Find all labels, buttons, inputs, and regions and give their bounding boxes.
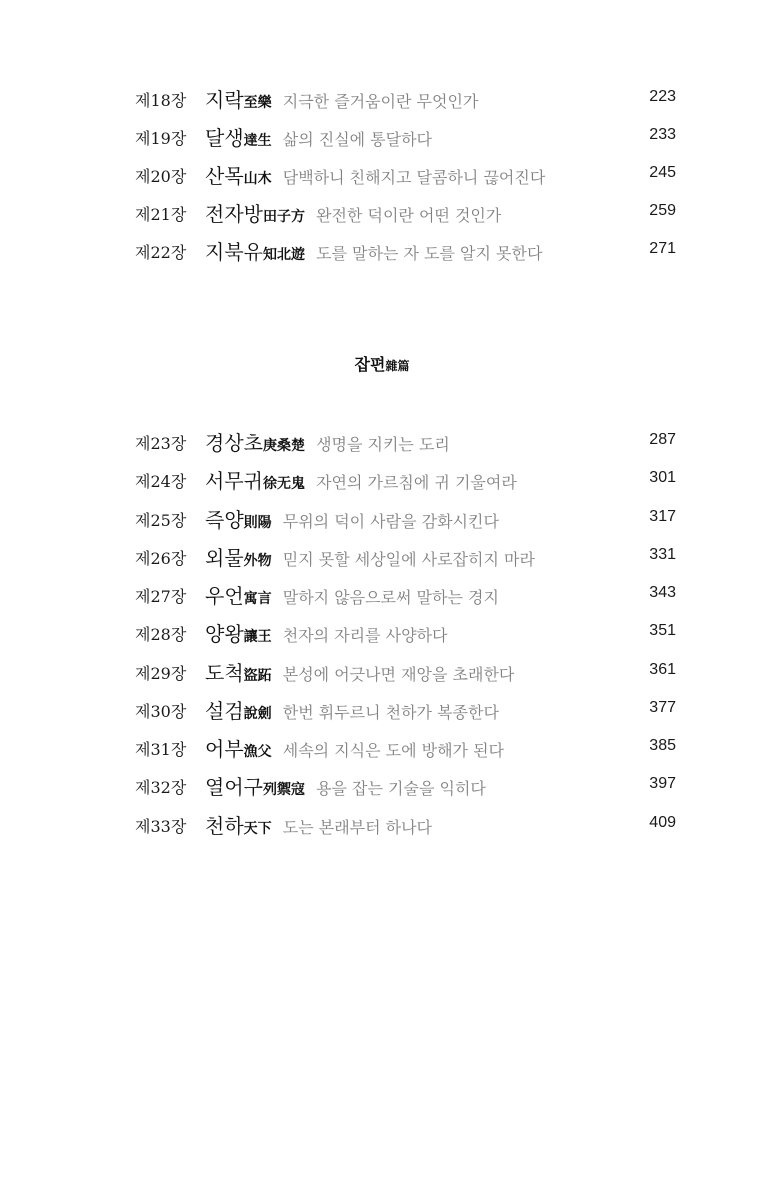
chapter-title [205,427,450,456]
page-number: 397 [649,775,676,792]
page-number: 287 [649,431,676,448]
chapter-title-hanja: 至樂 [243,95,272,111]
page-number: 385 [649,737,676,754]
page-number: 245 [649,164,676,181]
chapter-subtitle: 세속의 지식은 도에 방해가 된다 [282,741,505,760]
page-number: 259 [649,202,676,219]
page-number: 351 [649,622,676,639]
chapter-title-korean: 달생 [205,126,244,150]
toc-entry [0,771,764,801]
chapter-title-korean: 지락 [205,88,244,112]
chapter-title-hanja: 外物 [243,553,272,569]
chapter-title-korean: 도척 [205,661,244,685]
chapter-title-korean: 전자방 [205,202,263,226]
chapter-title-korean: 외물 [205,546,244,570]
chapter-number: 제24장 [135,472,187,491]
chapter-subtitle: 용을 잡는 기술을 익히다 [316,779,486,798]
chapter-title [205,504,499,533]
chapter-subtitle: 천자의 자리를 사양하다 [282,626,448,645]
chapter-title-korean: 양왕 [205,622,244,646]
toc-entry [0,733,764,763]
chapter-title-hanja: 達生 [243,133,272,149]
chapter-number: 제20장 [135,167,187,186]
chapter-title-hanja: 盜跖 [243,668,272,684]
chapter-subtitle: 생명을 지키는 도리 [316,435,450,454]
chapter-number: 제28장 [135,625,187,644]
chapter-title [205,198,501,227]
toc-entry [0,465,764,495]
chapter-number: 제32장 [135,778,187,797]
toc-entry [0,84,764,114]
page-number: 223 [649,88,676,105]
chapter-title [205,580,499,609]
chapter-title-hanja: 說劍 [243,706,272,722]
chapter-title-hanja: 田子方 [262,209,305,225]
chapter-title-korean: 설검 [205,699,244,723]
chapter-subtitle: 자연의 가르침에 귀 기울여라 [316,473,517,492]
chapter-subtitle: 믿지 못할 세상일에 사로잡히지 마라 [282,550,535,569]
chapter-number: 제30장 [135,702,187,721]
chapter-title [205,236,542,265]
chapter-subtitle: 본성에 어긋나면 재앙을 초래한다 [282,665,515,684]
toc-entry [0,542,764,572]
toc-entry [0,122,764,152]
chapter-title [205,84,478,113]
chapter-subtitle: 도는 본래부터 하나다 [282,818,433,837]
chapter-title [205,810,432,839]
chapter-title [205,160,545,189]
chapter-title-hanja: 庚桑楚 [262,438,305,454]
toc-entry [0,580,764,610]
chapter-title-korean: 어부 [205,737,244,761]
chapter-number: 제33장 [135,817,187,836]
chapter-title-hanja: 漁父 [243,744,272,760]
chapter-title-hanja: 山木 [243,171,272,187]
chapter-title-hanja: 寓言 [243,591,272,607]
chapter-title [205,733,504,762]
chapter-title-hanja: 知北遊 [262,247,305,263]
section-title-korean: 잡편 [354,355,386,374]
page-number: 409 [649,814,676,831]
toc-entry [0,160,764,190]
chapter-number: 제27장 [135,587,187,606]
toc-entry [0,695,764,725]
chapter-subtitle: 말하지 않음으로써 말하는 경지 [282,588,499,607]
chapter-title [205,542,535,571]
chapter-subtitle: 도를 말하는 자 도를 알지 못한다 [316,244,543,263]
chapter-subtitle: 지극한 즐거움이란 무엇인가 [282,92,479,111]
page-number: 331 [649,546,676,563]
chapter-number: 제22장 [135,243,187,262]
chapter-number: 제23장 [135,434,187,453]
chapter-title-korean: 지북유 [205,240,263,264]
chapter-title [205,618,447,647]
chapter-title-korean: 천하 [205,814,244,838]
chapter-title-korean: 서무귀 [205,469,263,493]
chapter-title [205,122,432,151]
toc-entry [0,657,764,687]
toc-entry [0,618,764,648]
chapter-title-korean: 즉양 [205,508,244,532]
chapter-title-korean: 우언 [205,584,244,608]
chapter-number: 제18장 [135,91,187,110]
chapter-title-korean: 열어구 [205,775,263,799]
page-number: 361 [649,661,676,678]
chapter-title-hanja: 天下 [243,821,272,837]
chapter-number: 제29장 [135,664,187,683]
toc-entry [0,427,764,457]
chapter-subtitle: 무위의 덕이 사람을 감화시킨다 [282,512,499,531]
page-number: 317 [649,508,676,525]
page-number: 377 [649,699,676,716]
chapter-subtitle: 담백하니 친해지고 달콤하니 끊어진다 [282,168,546,187]
section-title-hanja: 雜篇 [385,359,410,373]
chapter-title-hanja: 徐无鬼 [262,476,305,492]
chapter-number: 제21장 [135,205,187,224]
chapter-number: 제25장 [135,511,187,530]
chapter-title [205,657,514,686]
chapter-number: 제26장 [135,549,187,568]
chapter-title-korean: 산목 [205,164,244,188]
chapter-subtitle: 완전한 덕이란 어떤 것인가 [316,206,502,225]
section-heading [0,352,764,375]
toc-entry [0,198,764,228]
page-number: 233 [649,126,676,143]
chapter-title [205,771,486,800]
chapter-title-korean: 경상초 [205,431,263,455]
chapter-number: 제31장 [135,740,187,759]
chapter-number: 제19장 [135,129,187,148]
page-number: 271 [649,240,676,257]
chapter-title-hanja: 列禦寇 [262,782,305,798]
chapter-title [205,695,499,724]
toc-entry [0,810,764,840]
chapter-subtitle: 한번 휘두르니 천하가 복종한다 [282,703,499,722]
chapter-subtitle: 삶의 진실에 통달하다 [282,130,433,149]
page-number: 301 [649,469,676,486]
chapter-title [205,465,517,494]
chapter-title-hanja: 讓王 [243,629,272,645]
toc-entry [0,504,764,534]
page-number: 343 [649,584,676,601]
toc-entry [0,236,764,266]
chapter-title-hanja: 則陽 [243,515,272,531]
